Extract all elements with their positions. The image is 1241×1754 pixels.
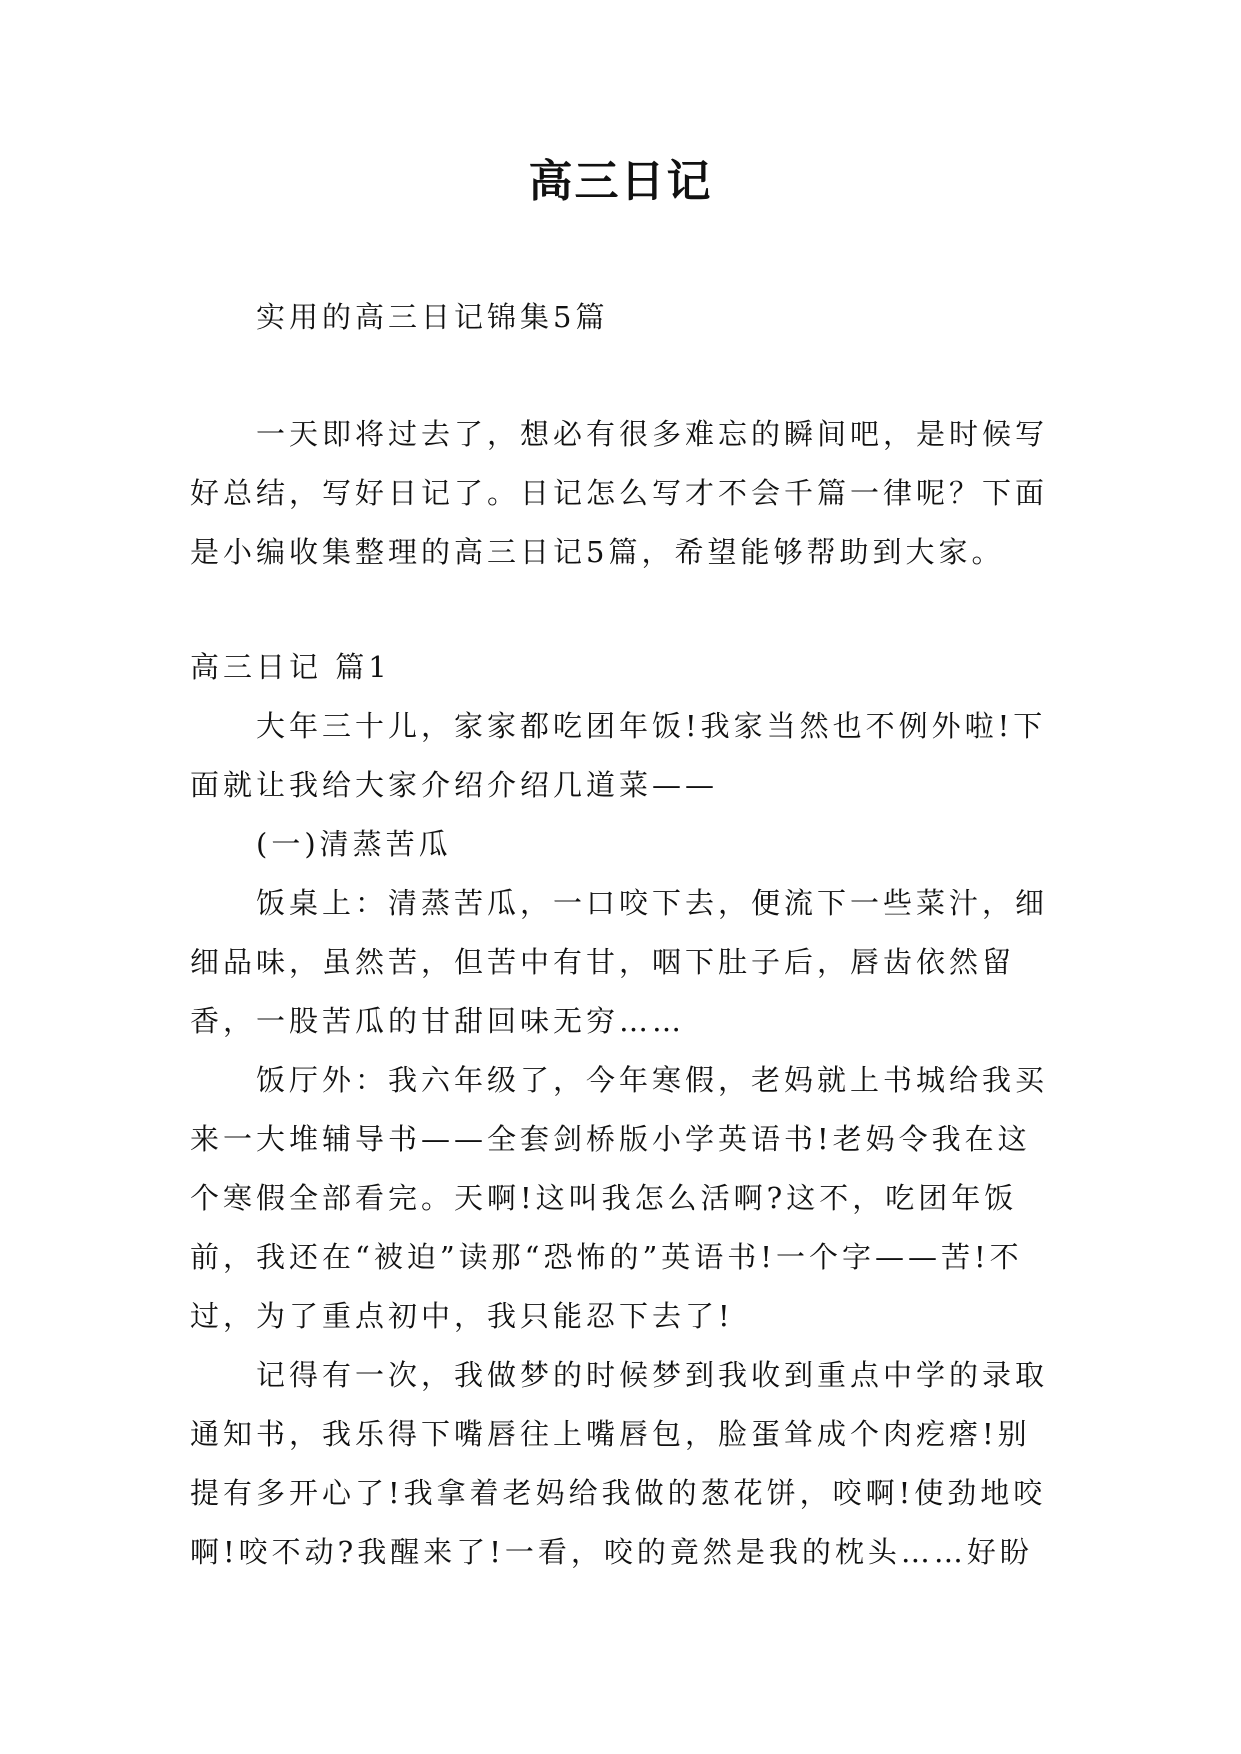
intro-paragraph: 一天即将过去了，想必有很多难忘的瞬间吧，是时候写好总结，写好日记了。日记怎么写才不会千篇一律呢？下面是小编收集整理的高三日记5篇，希望能够帮助到大家。 [190, 417, 1049, 569]
subtitle-paragraph: 实用的高三日记锦集5篇 [256, 300, 609, 334]
intro-block [190, 405, 1050, 582]
body-paragraph-2: (一)清蒸苦瓜 [256, 827, 452, 861]
body-paragraph-1: 大年三十儿，家家都吃团年饭!我家当然也不例外啦!下面就让我给大家介绍介绍几道菜—— [190, 709, 1047, 802]
body-paragraph-3: 饭桌上：清蒸苦瓜，一口咬下去，便流下一些菜汁，细细品味，虽然苦，但苦中有甘，咽下肚子后，唇齿依然留香，一股苦瓜的甘甜回味无穷…… [190, 886, 1049, 1038]
section-heading: 高三日记 篇1 [190, 650, 391, 684]
section-1 [190, 638, 1050, 1582]
body-paragraph-5: 记得有一次，我做梦的时候梦到我收到重点中学的录取通知书，我乐得下嘴唇往上嘴唇包，脸蛋耸成个肉疙瘩!别提有多开心了!我拿着老妈给我做的葱花饼，咬啊!使劲地咬啊!咬不动?我醒来了!一看，咬的竟然是我的枕头……好盼 [190, 1358, 1049, 1569]
body-paragraph-4: 饭厅外：我六年级了，今年寒假，老妈就上书城给我买来一大堆辅导书——全套剑桥版小学英语书!老妈令我在这个寒假全部看完。天啊!这叫我怎么活啊?这不，吃团年饭前，我还在“被迫”读那“恐怖的”英语书!一个字——苦!不过，为了重点初中，我只能忍下去了! [190, 1063, 1049, 1333]
document-title: 高三日记 [528, 156, 713, 207]
subtitle-block [190, 288, 1050, 347]
